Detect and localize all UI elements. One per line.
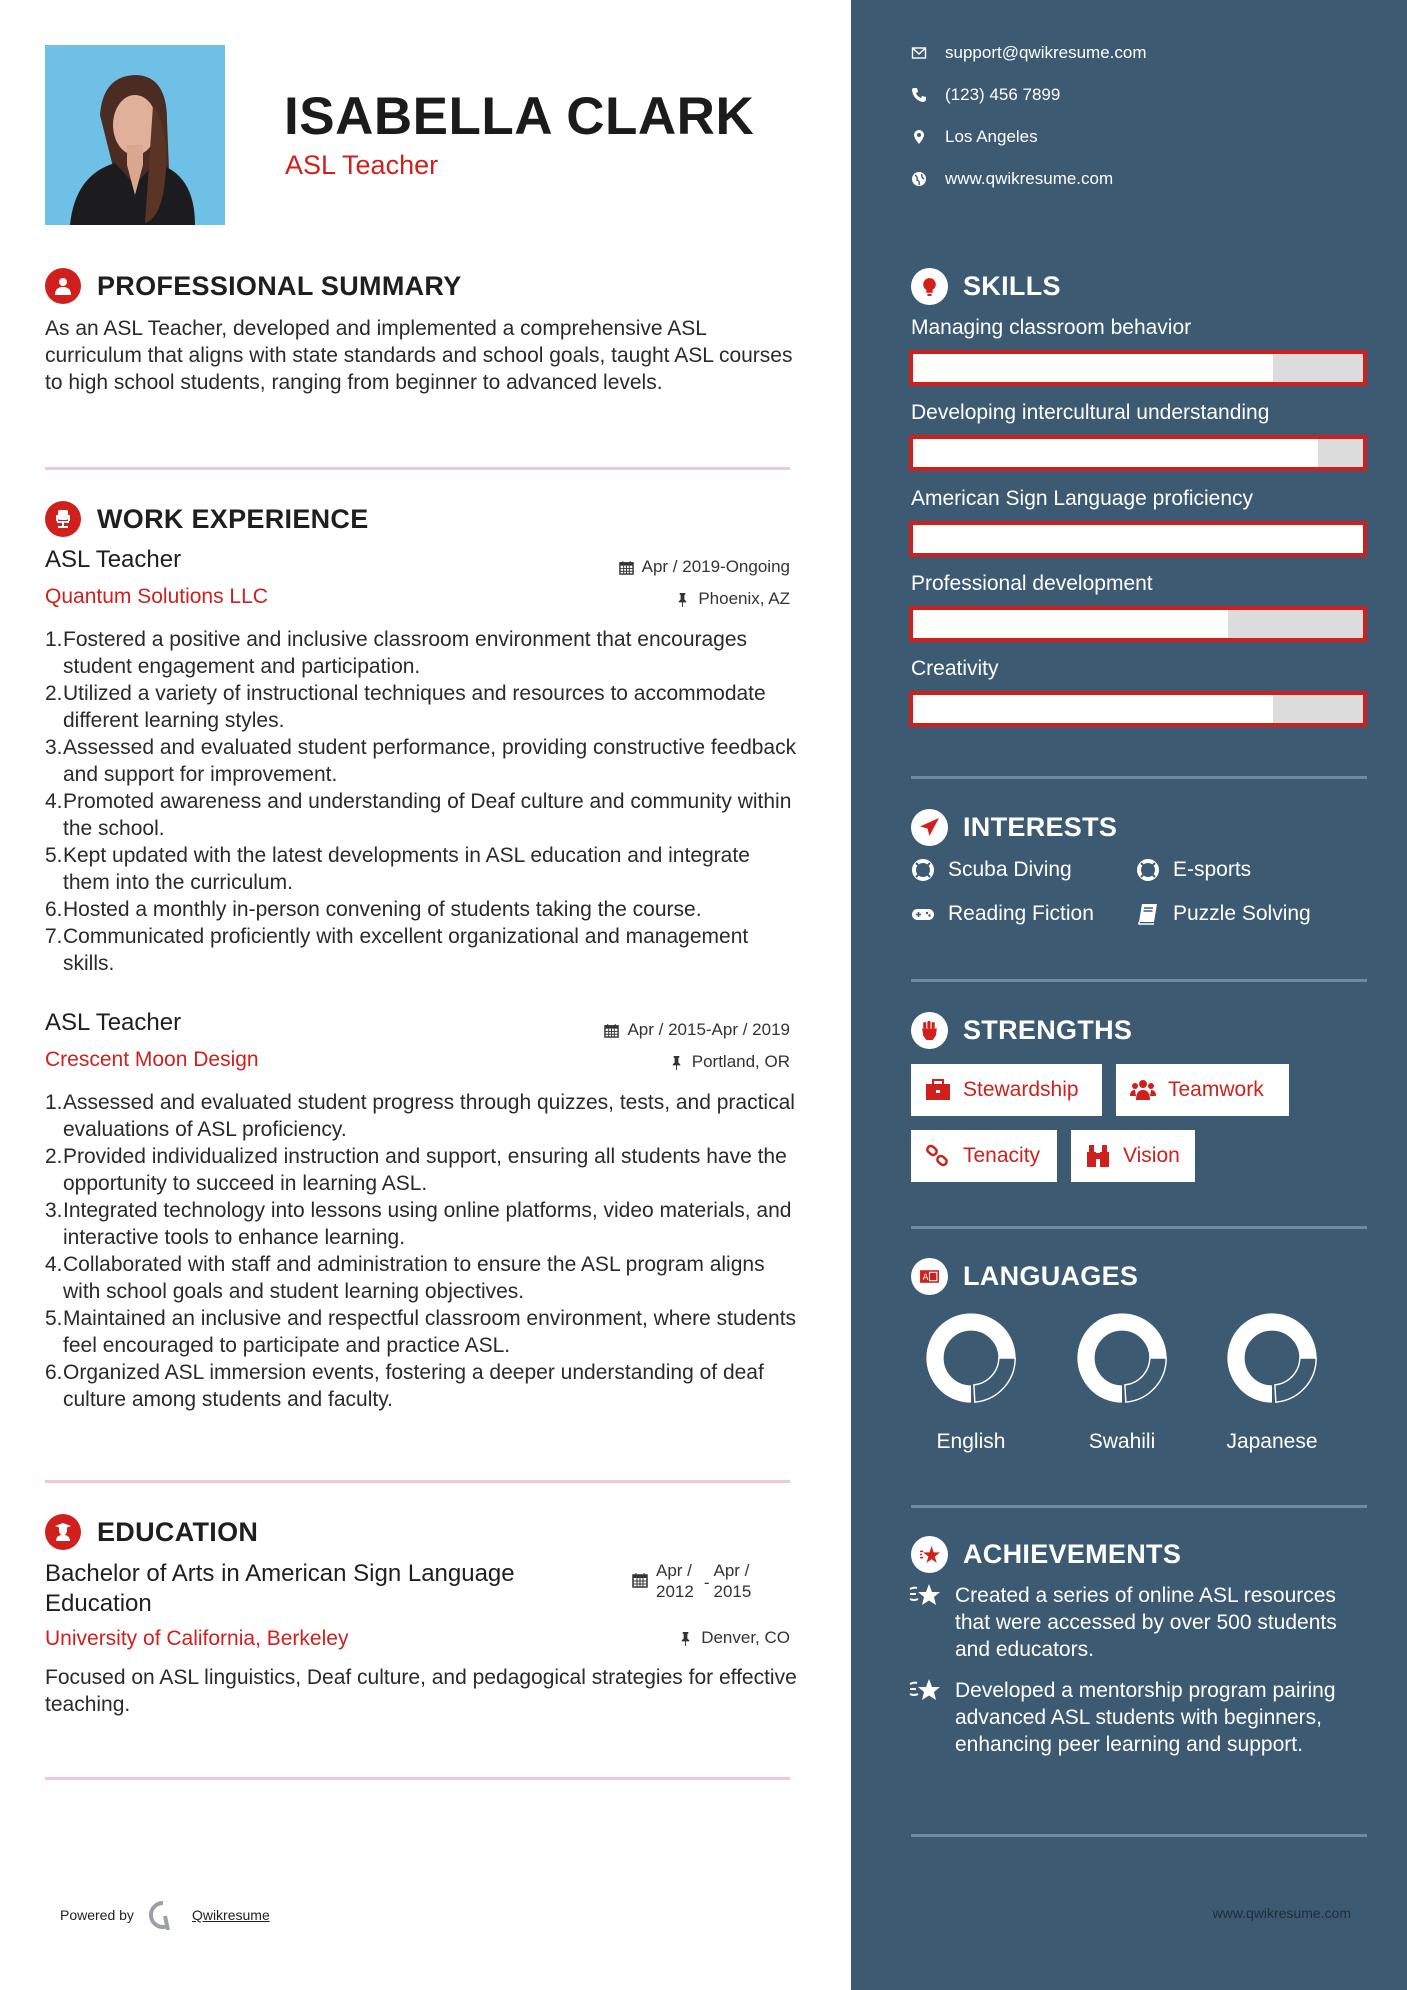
envelope-icon — [911, 45, 927, 61]
skills-title: SKILLS — [963, 271, 1061, 301]
phone-icon — [911, 87, 927, 103]
section-divider — [911, 979, 1367, 982]
powered-by — [60, 1900, 270, 1930]
svg-text:A: A — [922, 1272, 929, 1283]
shooting-star-icon — [909, 1677, 941, 1705]
profile-photo-image — [45, 45, 225, 225]
strengths-title: STRENGTHS — [963, 1015, 1133, 1045]
skill-bar — [909, 521, 1367, 557]
skill-label: Managing classroom behavior — [911, 316, 1192, 339]
list-item: 5. Maintained an inclusive and respectful classroom environment, where students feel encouraged to participate and practice ASL. — [45, 1307, 797, 1357]
binoculars-icon — [1085, 1144, 1111, 1168]
language-donut-chart — [1224, 1310, 1320, 1406]
sidebar — [851, 0, 1407, 1990]
strengths-heading — [911, 1012, 1132, 1049]
skill-bar-fill — [913, 525, 1363, 553]
job-dates — [604, 1020, 790, 1040]
skill-label: American Sign Language proficiency — [911, 487, 1254, 510]
users-icon — [1130, 1078, 1156, 1102]
candidate-role: ASL Teacher — [285, 150, 439, 180]
skill-bar-fill — [913, 695, 1273, 723]
list-item: 3. Integrated technology into lessons using online platforms, video materials, and interactive tools to enhance learning. — [45, 1199, 792, 1249]
skill-bar — [909, 691, 1367, 727]
language-label: Swahili — [1088, 1430, 1156, 1453]
degree-title: Bachelor of Arts in American Sign Language Education — [45, 1560, 515, 1617]
education-location-text: Denver, CO — [701, 1628, 790, 1647]
footer-website[interactable]: www.qwikresume.com — [1212, 1905, 1351, 1921]
life-ring-icon — [911, 858, 935, 882]
experience-heading — [45, 501, 369, 537]
phone-text: (123) 456 7899 — [945, 85, 1061, 104]
section-divider — [45, 1480, 790, 1483]
skill-bar — [909, 435, 1367, 471]
office-chair-icon — [45, 501, 81, 537]
list-item: 4. Collaborated with staff and administration to ensure the ASL program aligns with school goals and student learning objectives. — [45, 1253, 765, 1303]
translate-icon — [911, 1258, 948, 1295]
language-item — [911, 1310, 1031, 1454]
calendar-icon — [604, 1023, 619, 1038]
list-item: 1. Assessed and evaluated student progress through quizzes, tests, and practical evaluations of ASL proficiency. — [45, 1091, 795, 1141]
section-divider — [911, 1226, 1367, 1229]
calendar-icon — [632, 1572, 648, 1588]
language-label: Japanese — [1226, 1430, 1318, 1453]
powered-by-label: Powered by — [60, 1907, 134, 1923]
interest-item: E-sports — [1136, 858, 1251, 882]
skill-bar-fill — [913, 439, 1318, 467]
section-divider — [911, 1834, 1367, 1837]
contact-email — [911, 43, 1147, 63]
qwikresume-logo-icon — [148, 1900, 178, 1930]
skill-bar — [909, 606, 1367, 642]
pin-icon — [669, 1055, 684, 1070]
education-title: EDUCATION — [97, 1516, 259, 1547]
list-item: 2. Utilized a variety of instructional techniques and resources to accommodate different learning styles. — [45, 682, 766, 732]
list-item: 2. Provided individualized instruction and support, ensuring all students have the opportunity to succeed in learning ASL. — [45, 1145, 787, 1195]
skill-bar-fill — [913, 610, 1228, 638]
list-item: 5. Kept updated with the latest developments in ASL education and integrate them into the curriculum. — [45, 844, 750, 894]
education-description: Focused on ASL linguistics, Deaf culture, and pedagogical strategies for effective teaching. — [45, 1666, 797, 1716]
interest-item: Puzzle Solving — [1136, 902, 1311, 926]
section-divider — [911, 776, 1367, 779]
briefcase-icon — [925, 1078, 951, 1102]
job-bullets — [45, 1089, 800, 1413]
school-name: University of California, Berkeley — [45, 1627, 349, 1650]
skill-bar-fill — [913, 354, 1273, 382]
section-divider — [45, 1777, 790, 1780]
website-text[interactable]: www.qwikresume.com — [945, 169, 1114, 188]
languages-title: LANGUAGES — [963, 1261, 1139, 1291]
strength-chip: Tenacity — [911, 1130, 1057, 1182]
summary-title: PROFESSIONAL SUMMARY — [97, 270, 462, 301]
language-donut-chart — [1074, 1310, 1170, 1406]
section-divider — [911, 1505, 1367, 1508]
list-item: 6. Organized ASL immersion events, fostering a deeper understanding of deaf culture among students and faculty. — [45, 1361, 764, 1411]
strength-chip: Vision — [1071, 1130, 1195, 1182]
contact-phone — [911, 85, 1060, 105]
calendar-icon — [619, 560, 634, 575]
skill-bar — [909, 350, 1367, 386]
skill-label: Professional development — [911, 572, 1153, 595]
job-company: Quantum Solutions LLC — [45, 585, 268, 608]
profile-photo — [45, 45, 225, 225]
book-icon — [1136, 902, 1160, 926]
languages-heading — [911, 1258, 1138, 1295]
language-item — [1212, 1310, 1332, 1454]
job-location-text: Portland, OR — [691, 1052, 790, 1071]
job-bullets — [45, 626, 800, 977]
list-item: 7. Communicated proficiently with excellent organizational and management skills. — [45, 925, 749, 975]
education-start: Apr / 2012 — [656, 1561, 694, 1601]
skills-heading — [911, 268, 1061, 305]
experience-title: WORK EXPERIENCE — [97, 503, 369, 534]
job-dates-text: Apr / 2015-Apr / 2019 — [627, 1020, 790, 1039]
section-divider — [45, 467, 790, 470]
education-end: Apr / 2015 — [713, 1561, 752, 1601]
language-label: English — [936, 1430, 1006, 1453]
paper-plane-icon — [911, 809, 948, 846]
language-item — [1062, 1310, 1182, 1454]
achievements-title: ACHIEVEMENTS — [963, 1539, 1182, 1569]
job-title: ASL Teacher — [45, 546, 182, 573]
star-icon — [911, 1536, 948, 1573]
globe-icon — [911, 171, 927, 187]
job-title: ASL Teacher — [45, 1009, 182, 1036]
education-location — [678, 1628, 790, 1648]
gamepad-icon — [911, 902, 935, 926]
date-separator: - — [703, 1573, 710, 1592]
job-location — [669, 1052, 790, 1072]
education-dates — [632, 1560, 751, 1602]
language-donut-chart — [923, 1310, 1019, 1406]
qwikresume-link[interactable]: Qwikresume — [191, 1907, 270, 1923]
interest-item: Scuba Diving — [911, 858, 1072, 882]
summary-text: As an ASL Teacher, developed and implemented a comprehensive ASL curriculum that aligns with state standards and school goals, taught ASL courses to high school students, ranging from beginner to advanced levels. — [45, 317, 793, 394]
pin-icon — [675, 592, 690, 607]
map-marker-icon — [911, 129, 927, 145]
list-item: 4. Promoted awareness and understanding of Deaf culture and community within the school. — [45, 790, 792, 840]
contact-website — [911, 169, 1113, 189]
strength-chip: Teamwork — [1116, 1064, 1289, 1116]
life-ring-icon — [1136, 858, 1160, 882]
job-dates — [619, 557, 790, 577]
candidate-name: ISABELLA CLARK — [284, 87, 755, 146]
skill-label: Developing intercultural understanding — [911, 401, 1270, 424]
interests-title: INTERESTS — [963, 812, 1118, 842]
skill-label: Creativity — [911, 657, 999, 680]
contact-location — [911, 127, 1038, 147]
lightbulb-icon — [911, 268, 948, 305]
shooting-star-icon — [909, 1582, 941, 1610]
pin-icon — [678, 1631, 693, 1646]
list-item: 6. Hosted a monthly in-person convening of students taking the course. — [45, 898, 702, 921]
education-heading — [45, 1514, 258, 1550]
summary-heading — [45, 268, 462, 304]
interest-item: Reading Fiction — [911, 902, 1094, 926]
list-item: 3. Assessed and evaluated student performance, providing constructive feedback and support for improvement. — [45, 736, 797, 786]
achievement-item: Developed a mentorship program pairing advanced ASL students with beginners, enhancing peer learning and support. — [909, 1677, 1349, 1758]
list-item: 1. Fostered a positive and inclusive classroom environment that encourages student engagement and participation. — [45, 628, 748, 678]
graduate-icon — [45, 1514, 81, 1550]
job-dates-text: Apr / 2019-Ongoing — [641, 557, 790, 576]
strength-chip: Stewardship — [911, 1064, 1102, 1116]
achievements-heading — [911, 1536, 1181, 1573]
job-company: Crescent Moon Design — [45, 1048, 259, 1071]
user-icon — [45, 268, 81, 304]
location-text: Los Angeles — [945, 127, 1038, 146]
job-location — [675, 589, 790, 609]
email-text[interactable]: support@qwikresume.com — [945, 43, 1147, 62]
interests-heading — [911, 809, 1117, 846]
achievement-item: Created a series of online ASL resources that were accessed by over 500 students and educators. — [909, 1582, 1349, 1663]
link-icon — [925, 1144, 951, 1168]
fist-icon — [911, 1012, 948, 1049]
job-location-text: Phoenix, AZ — [698, 589, 790, 608]
